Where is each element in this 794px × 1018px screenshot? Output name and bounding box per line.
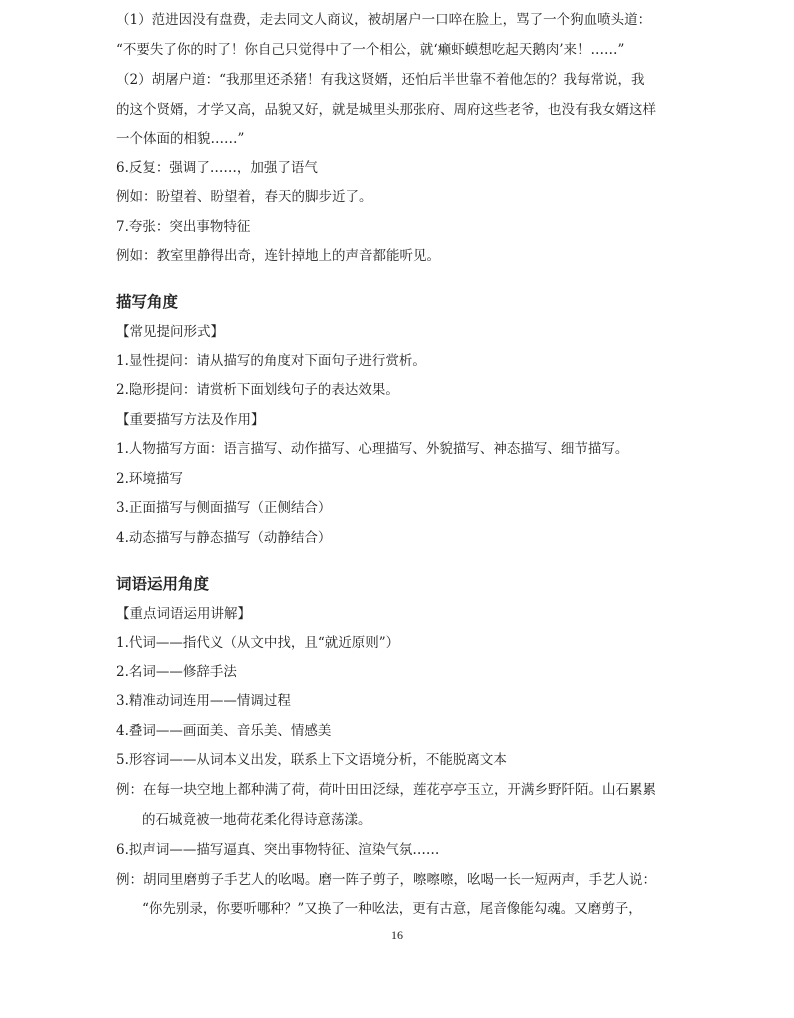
- text-line: 例：在每一块空地上都种满了荷，荷叶田田泛绿，莲花亭亭玉立，开满乡野阡陌。山石累累: [116, 782, 656, 798]
- subsection-label: 【重要描写方法及作用】: [116, 412, 265, 428]
- text-line: 一个体面的相貌……”: [116, 131, 245, 147]
- text-line: 5.形容词——从词本义出发，联系上下文语境分析，不能脱离文本: [116, 752, 507, 768]
- text-line: 4.叠词——画面美、音乐美、情感美: [116, 723, 332, 739]
- text-line: 2.环境描写: [116, 471, 183, 487]
- text-line: 6.拟声词——描写逼真、突出事物特征、渲染气氛……: [116, 842, 440, 858]
- page-number: 16: [391, 928, 403, 942]
- text-line: 1.人物描写方面：语言描写、动作描写、心理描写、外貌描写、神态描写、细节描写。: [116, 441, 629, 457]
- text-line: “你先别录，你要听哪种？”又换了一种吆法，更有古意，尾音像能勾魂。又磨剪子，: [142, 901, 642, 917]
- text-line: 1.代词——指代义（从文中找，且“就近原则”）: [116, 635, 400, 651]
- text-line: 3.精准动词连用——情调过程: [116, 693, 291, 709]
- text-line: 的石城竟被一地荷花柔化得诗意荡漾。: [142, 812, 372, 828]
- text-line: 例如：盼望着、盼望着，春天的脚步近了。: [116, 189, 373, 205]
- text-line: 6.反复：强调了……，加强了语气: [116, 160, 318, 176]
- text-line: 3.正面描写与侧面描写（正侧结合）: [116, 500, 332, 516]
- text-line: 例如：教室里静得出奇，连针掉地上的声音都能听见。: [116, 248, 440, 264]
- text-line: 7.夸张：突出事物特征: [116, 219, 251, 235]
- text-line: （2）胡屠户道：“我那里还杀猪！有我这贤婿，还怕后半世靠不着他怎的？我每常说，我: [116, 72, 645, 88]
- text-line: 例：胡同里磨剪子手艺人的吆喝。磨一阵子剪子，嚓嚓嚓，吆喝一长一短两声，手艺人说：: [116, 872, 656, 888]
- text-line: 2.名词——修辞手法: [116, 664, 237, 680]
- text-line: “不要失了你的时了！你自己只觉得中了一个相公，就‘癞虾蟆想吃起天鹅肉’来！……”: [116, 42, 625, 58]
- section-heading: 描写角度: [116, 293, 179, 311]
- subsection-label: 【常见提问形式】: [116, 324, 224, 340]
- subsection-label: 【重点词语运用讲解】: [116, 606, 251, 622]
- section-heading: 词语运用角度: [116, 575, 210, 593]
- text-line: 1.显性提问：请从描写的角度对下面句子进行赏析。: [116, 353, 426, 369]
- text-line: （1）范进因没有盘费，走去同文人商议，被胡屠户一口啐在脸上，骂了一个狗血喷头道：: [116, 12, 652, 28]
- text-line: 4.动态描写与静态描写（动静结合）: [116, 530, 332, 546]
- text-line: 的这个贤婿，才学又高，品貌又好，就是城里头那张府、周府这些老爷，也没有我女婿这样: [116, 102, 656, 118]
- text-line: 2.隐形提问：请赏析下面划线句子的表达效果。: [116, 382, 399, 398]
